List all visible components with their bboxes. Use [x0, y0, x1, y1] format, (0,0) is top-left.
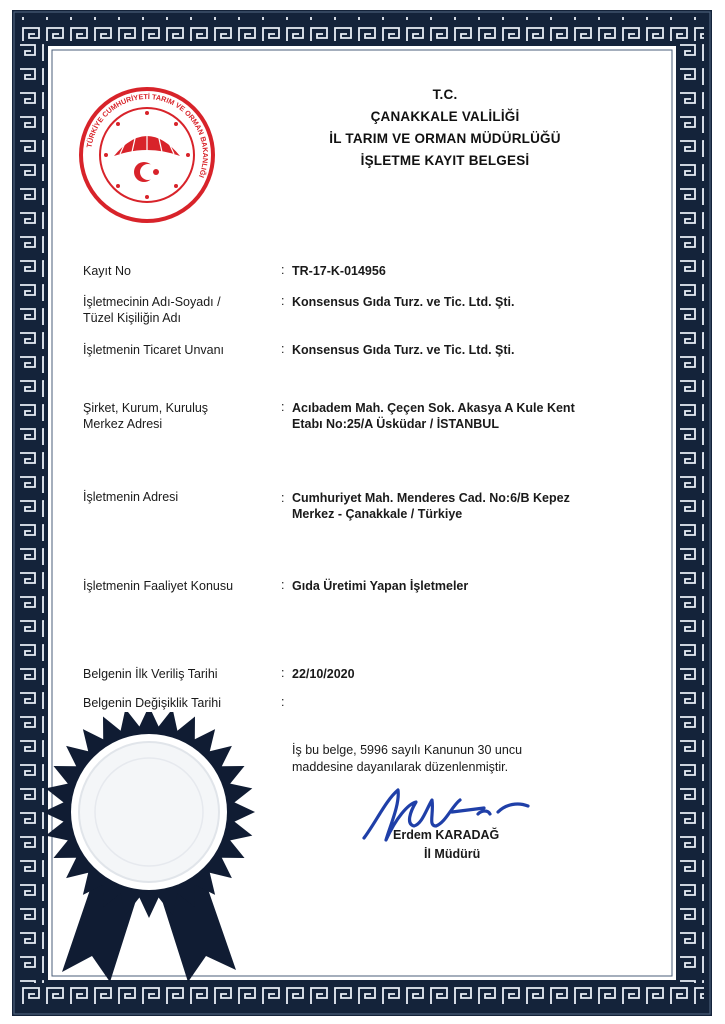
- field-value-activity: Gıda Üretimi Yapan İşletmeler: [292, 579, 469, 593]
- field-value-hq-address: Acıbadem Mah. Çeçen Sok. Akasya A Kule Kent: [292, 401, 575, 415]
- field-label-registration-no: Kayıt No: [83, 264, 131, 278]
- colon: :: [281, 400, 285, 414]
- field-value-business-address-2: Merkez - Çanakkale / Türkiye: [292, 507, 463, 521]
- header-tc: T.C.: [432, 87, 458, 102]
- field-label-issue-date: Belgenin İlk Veriliş Tarihi: [83, 667, 218, 681]
- field-value-issue-date: 22/10/2020: [292, 667, 355, 681]
- colon: :: [281, 491, 285, 505]
- legal-note-line-1: İş bu belge, 5996 sayılı Kanunun 30 uncu: [292, 743, 523, 757]
- field-label-legal-entity-name: Tüzel Kişiliğin Adı: [83, 311, 181, 325]
- svg-text:TÜRKİYE CUMHURİYETİ TARIM VE O: TÜRKİYE CUMHURİYETİ TARIM VE ORMAN BAKANLIĞI: [84, 91, 211, 180]
- colon: :: [281, 294, 285, 308]
- colon: :: [281, 263, 285, 277]
- header-document-title: İŞLETME KAYIT BELGESİ: [360, 153, 530, 168]
- signatory-title: İl Müdürü: [424, 847, 481, 861]
- field-value-business-address: Cumhuriyet Mah. Menderes Cad. No:6/B Kepez: [292, 491, 570, 505]
- colon: :: [281, 578, 285, 592]
- header-directorate: İL TARIM VE ORMAN MÜDÜRLÜĞÜ: [329, 131, 561, 146]
- field-label-trade-name: İşletmenin Ticaret Unvanı: [83, 343, 225, 357]
- field-label-hq-address: Şirket, Kurum, Kuruluş: [83, 401, 209, 415]
- field-label-business-address: İşletmenin Adresi: [83, 490, 179, 504]
- colon: :: [281, 695, 285, 709]
- header-governorship: ÇANAKKALE VALİLİĞİ: [370, 109, 520, 124]
- colon: :: [281, 342, 285, 356]
- field-value-trade-name: Konsensus Gıda Turz. ve Tic. Ltd. Şti.: [292, 343, 515, 357]
- colon: :: [281, 666, 285, 680]
- field-label-activity: İşletmenin Faaliyet Konusu: [83, 579, 234, 593]
- field-label-operator-name: İşletmecinin Adı-Soyadı /: [83, 295, 221, 309]
- field-value-hq-address-2: Etabı No:25/A Üsküdar / İSTANBUL: [292, 417, 499, 431]
- embossed-rosette-seal: [34, 712, 264, 984]
- signatory-name: Erdem KARADAĞ: [393, 828, 500, 842]
- field-label-hq-address-2: Merkez Adresi: [83, 417, 163, 431]
- field-label-change-date: Belgenin Değişiklik Tarihi: [83, 696, 222, 710]
- field-value-operator-name: Konsensus Gıda Turz. ve Tic. Ltd. Şti.: [292, 295, 515, 309]
- legal-note-line-2: maddesine dayanılarak düzenlenmiştir.: [292, 760, 509, 774]
- field-value-registration-no: TR-17-K-014956: [292, 264, 386, 278]
